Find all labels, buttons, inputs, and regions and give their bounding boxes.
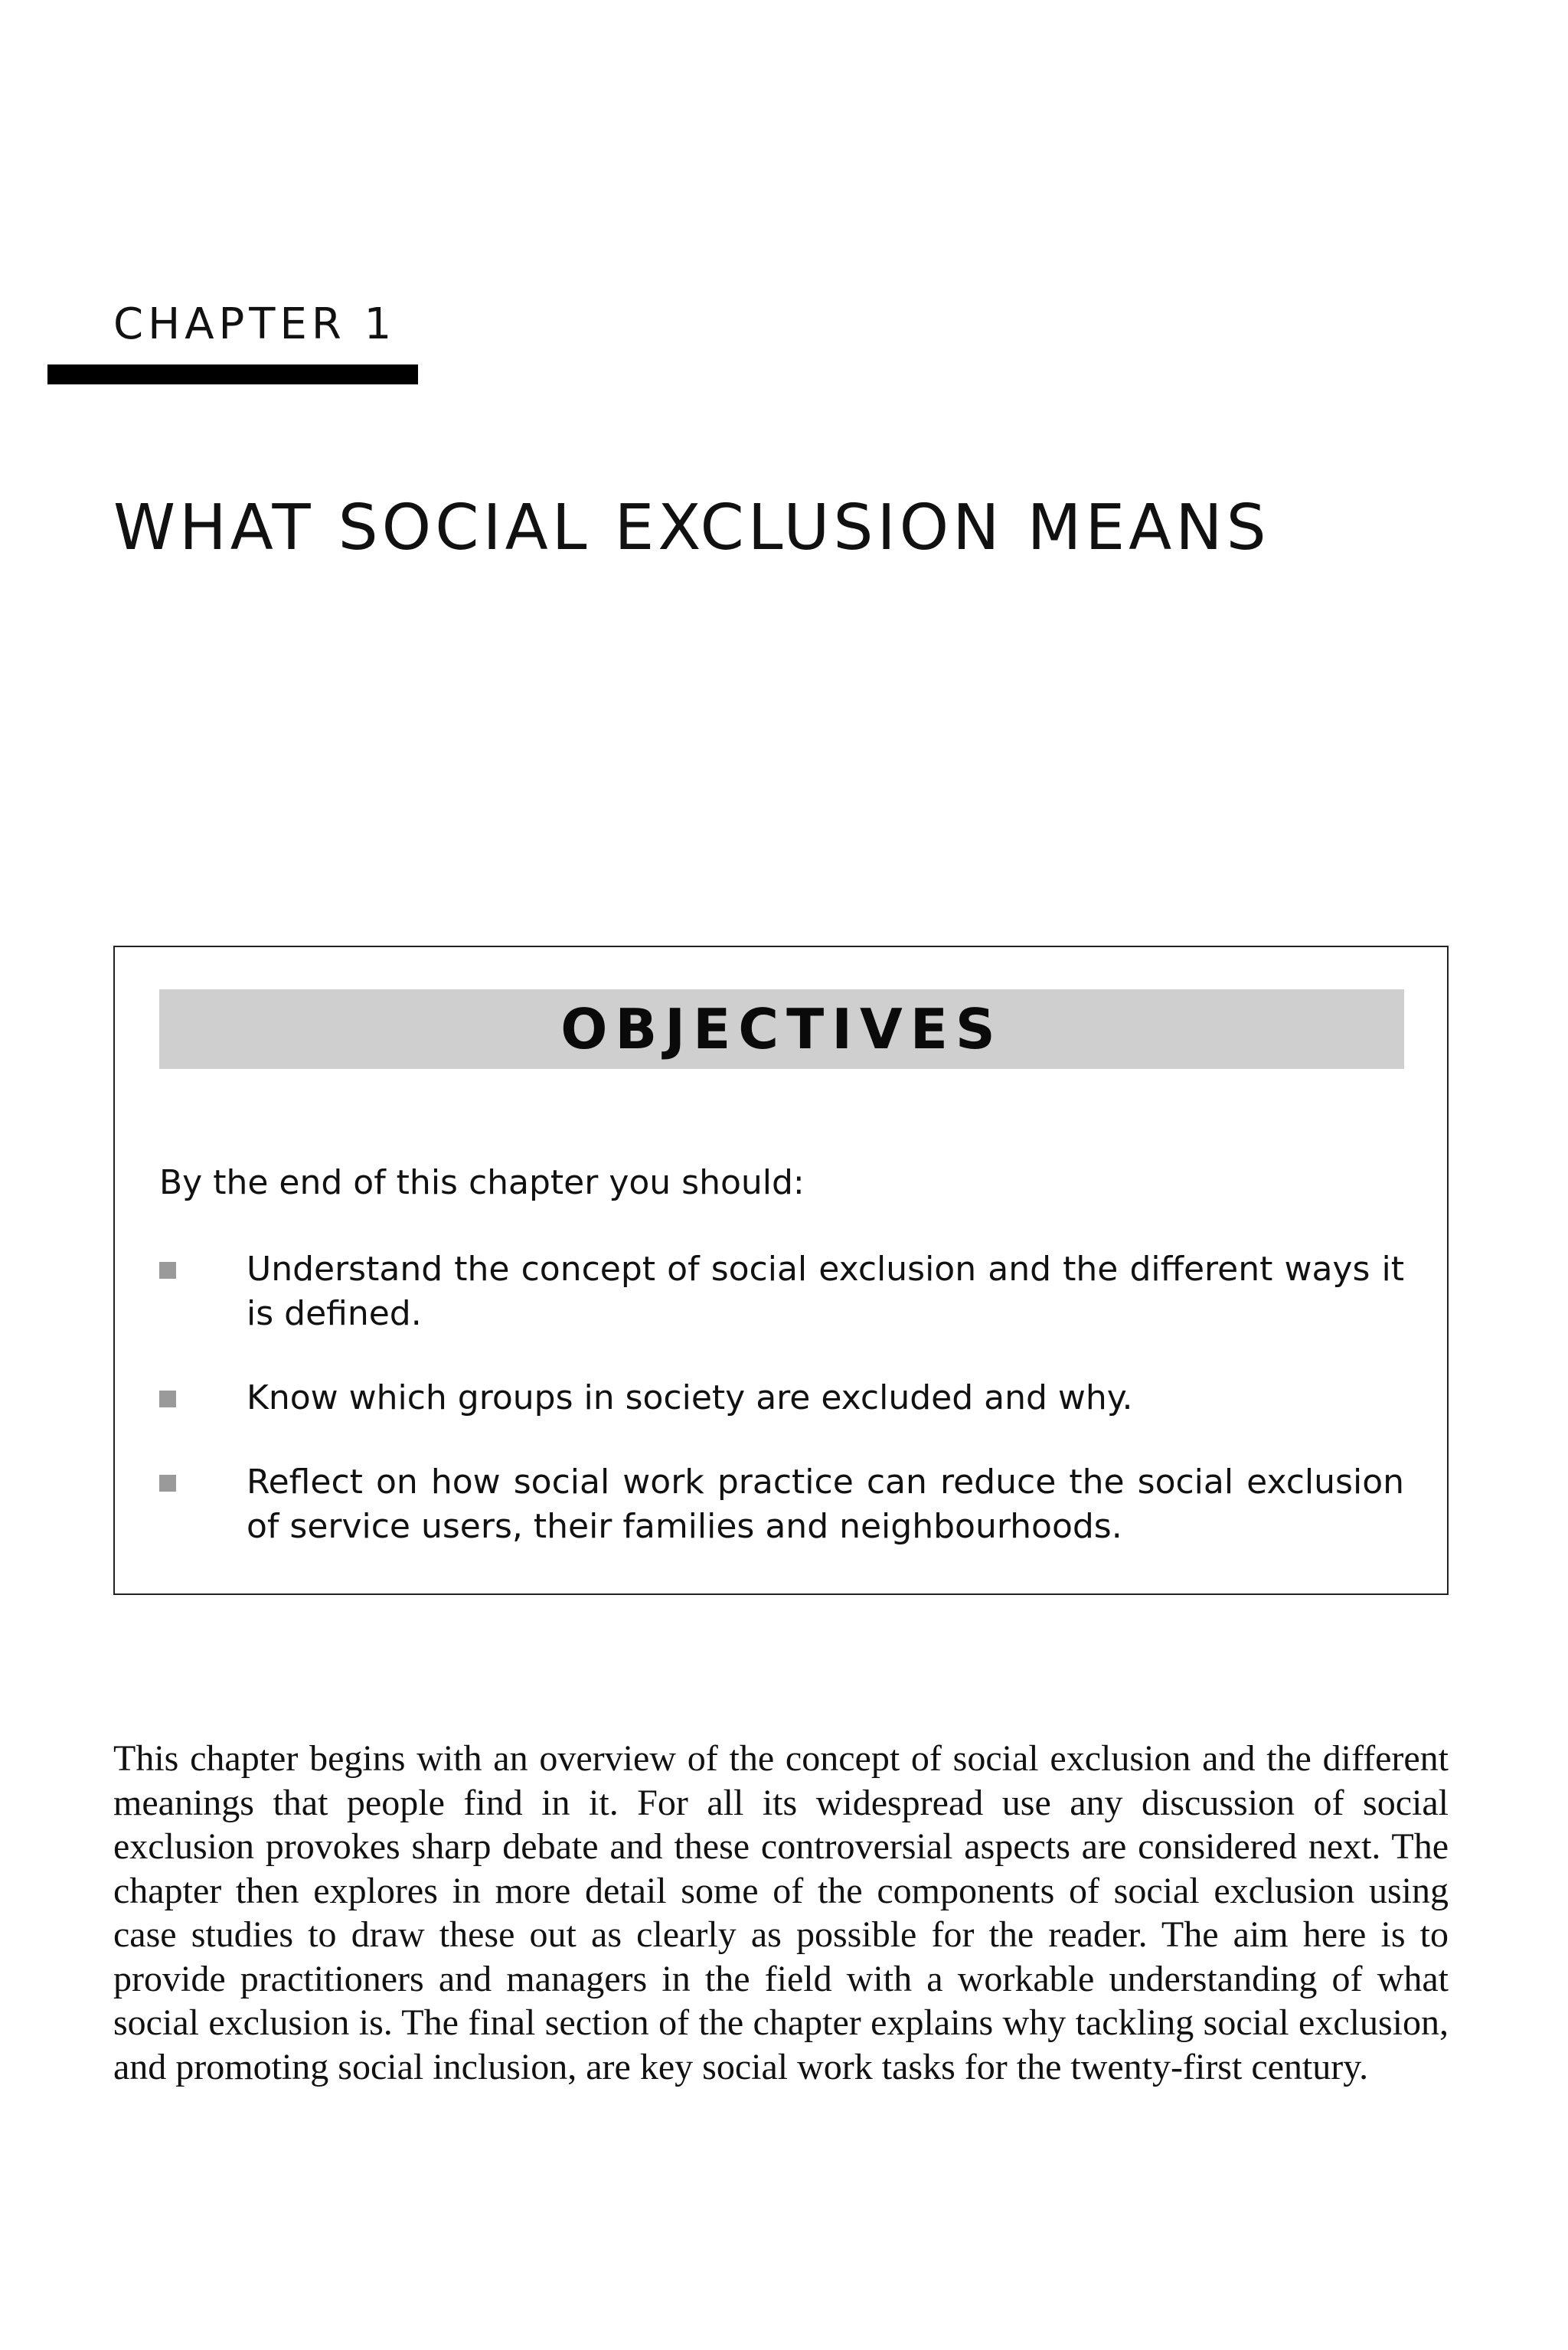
objectives-banner [159,989,1404,1069]
objective-text: Reflect on how social work practice can reduce the social exclusion of service users, their families and neighbourhoods. [247,1463,1404,1546]
objective-text: Know which groups in society are excluded and why. [247,1378,1133,1417]
objectives-heading: OBJECTIVES [560,997,1003,1061]
square-bullet-icon [159,1262,176,1279]
chapter-rule [47,364,418,384]
objective-item [159,1247,1404,1336]
objectives-intro: By the end of this chapter you should: [159,1163,805,1202]
square-bullet-icon [159,1391,176,1407]
body-paragraph: This chapter begins with an overview of the concept of social exclusion and the different meanings that people find in it. For all its widespread use any discussion of social exclusion provokes sharp debate and these controversial aspects are considered next. The chapter then explores in more detail some of the components of social exclusion using case studies to draw these out as clearly as possible for the reader. The aim here is to provide practitioners and managers in the field with a workable understanding of what social exclusion is. The final section of the chapter explains why tackling social exclusion, and promoting social inclusion, are key social work tasks for the twenty-first century. [113,1738,1449,2087]
objective-item [159,1376,1404,1420]
objective-item [159,1460,1404,1549]
objectives-box [113,946,1449,1595]
objectives-list [159,1247,1404,1589]
chapter-title: WHAT SOCIAL EXCLUSION MEANS [113,492,1270,564]
objective-text: Understand the concept of social exclusion and the different ways it is defined. [247,1250,1404,1333]
square-bullet-icon [159,1475,176,1492]
chapter-label: CHAPTER 1 [113,299,397,349]
